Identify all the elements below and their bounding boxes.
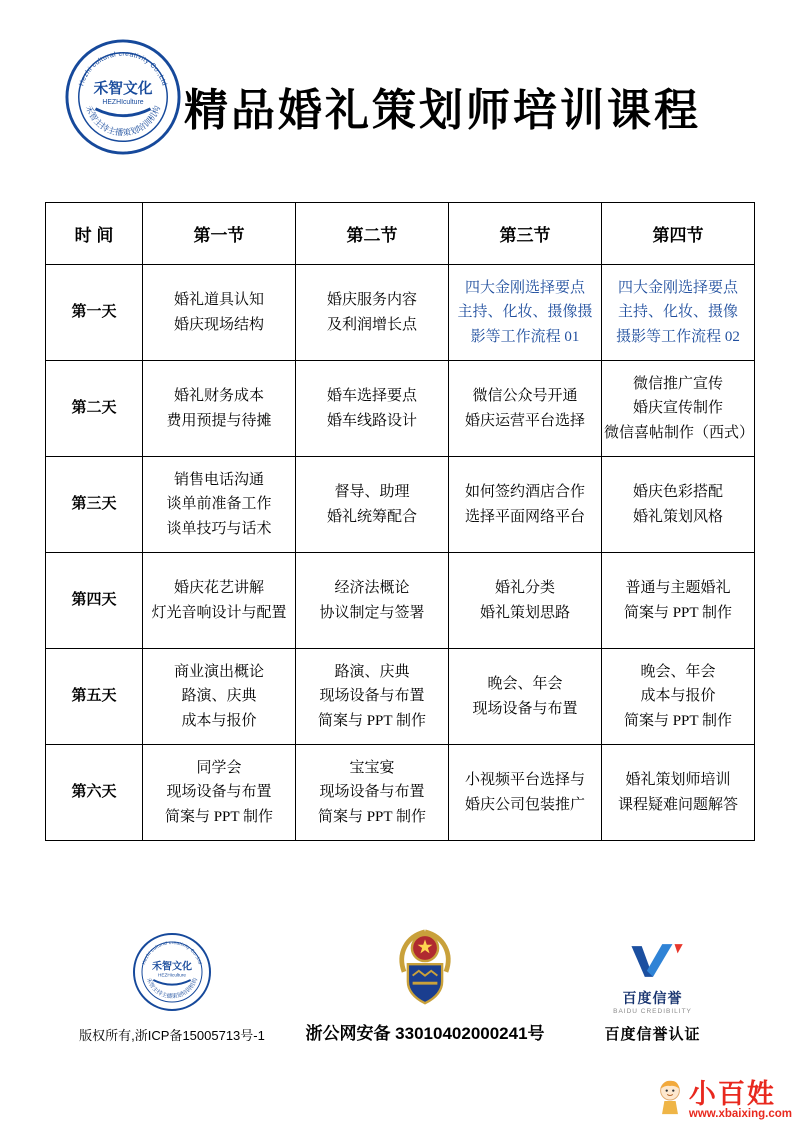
course-line: 晚会、年会: [487, 676, 563, 693]
logo-name-cn: 禾智文化: [152, 961, 192, 973]
company-logo-footer: [132, 932, 212, 1012]
course-line: 选择平面网络平台: [464, 508, 585, 525]
course-line: 协议制定与签署: [319, 604, 425, 621]
watermark-url: www.xbaixing.com: [688, 1108, 792, 1121]
col-header-session-4: 第四节: [602, 203, 755, 265]
baidu-credibility-icon: [620, 940, 686, 981]
course-cell: [143, 361, 296, 457]
course-line: 主持、化妆、摄像: [617, 304, 738, 321]
course-line: 同学会: [196, 760, 242, 777]
course-cell: [449, 457, 602, 553]
police-badge-icon: [394, 928, 456, 1008]
course-cell: [449, 361, 602, 457]
course-table-body: [46, 265, 755, 841]
xbaixing-mascot-icon: [655, 1078, 685, 1122]
course-line: 及利润增长点: [326, 316, 417, 333]
logo-arc-bottom-text: 禾智主持主播策划培训机构: [144, 977, 200, 1001]
course-line: 路演、庆典: [181, 688, 257, 705]
course-line: 成本与报价: [181, 712, 257, 729]
course-cell: [296, 457, 449, 553]
course-line: 现场设备与布置: [472, 700, 578, 717]
company-logo: [64, 38, 182, 161]
col-header-session-2: 第二节: [296, 203, 449, 265]
col-header-session-3: 第三节: [449, 203, 602, 265]
course-line: 简案与 PPT 制作: [164, 808, 274, 825]
table-row: [46, 265, 755, 361]
course-line: 婚礼道具认知: [173, 292, 264, 309]
col-header-time: 时 间: [46, 203, 143, 265]
course-cell: [143, 745, 296, 841]
watermark-text-block: [689, 1080, 792, 1120]
course-cell: [143, 265, 296, 361]
course-cell: [449, 649, 602, 745]
footer-baidu-block: [585, 940, 720, 1044]
course-line: 晚会、年会: [640, 664, 716, 681]
baidu-cert-text: 百度信誉认证: [604, 1026, 701, 1043]
logo-arc-top-text: Hezhi cultural creativity Co.,Ltd: [141, 939, 203, 966]
baidu-name-en: BAIDU CREDIBILITY: [613, 1008, 692, 1015]
course-cell: [602, 553, 755, 649]
course-line: 四大金刚选择要点: [617, 280, 738, 297]
xbaixing-watermark: [655, 1078, 792, 1122]
course-line: 谈单前准备工作: [166, 496, 272, 513]
course-line: 简案与 PPT 制作: [623, 712, 733, 729]
course-line: 课程疑难问题解答: [617, 796, 738, 813]
watermark-name: 小百姓: [688, 1078, 776, 1109]
course-line: 摄影等工作流程 02: [616, 328, 740, 345]
logo-arc-top-text: Hezhi cultural creativity Co.,Ltd: [78, 50, 168, 87]
course-line: 婚庆色彩搭配: [632, 484, 723, 501]
company-logo-graphic: [64, 38, 182, 156]
course-line: 婚礼分类: [494, 580, 555, 597]
course-line: 普通与主题婚礼: [625, 580, 731, 597]
course-cell: [602, 649, 755, 745]
table-header-row: [46, 203, 755, 265]
course-line: 商业演出概论: [173, 664, 264, 681]
page-title: 精品婚礼策划师培训课程: [184, 86, 701, 135]
table-row: [46, 745, 755, 841]
course-line: 谈单技巧与话术: [166, 520, 272, 537]
course-cell: [449, 265, 602, 361]
course-line: 影等工作流程 01: [470, 328, 580, 345]
table-row: [46, 553, 755, 649]
day-label: 第四天: [46, 553, 143, 649]
course-line: 现场设备与布置: [319, 688, 425, 705]
course-cell: [602, 745, 755, 841]
table-row: [46, 457, 755, 553]
table-row: [46, 649, 755, 745]
course-cell: [602, 457, 755, 553]
logo-name-en: HEZHIculture: [102, 98, 144, 106]
course-line: 婚礼统筹配合: [326, 508, 417, 525]
course-line: 督导、助理: [334, 484, 410, 501]
logo-name-cn: 禾智文化: [93, 81, 153, 98]
course-line: 现场设备与布置: [319, 784, 425, 801]
course-line: 婚礼策划思路: [479, 604, 570, 621]
course-line: 路演、庆典: [334, 664, 410, 681]
course-line: 宝宝宴: [349, 760, 395, 777]
course-line: 微信喜帖制作（西式）: [604, 424, 755, 441]
course-line: 婚庆花艺讲解: [173, 580, 264, 597]
course-line: 婚庆宣传制作: [632, 400, 723, 417]
course-line: 四大金刚选择要点: [464, 280, 585, 297]
course-line: 婚车线路设计: [326, 412, 417, 429]
course-line: 微信推广宣传: [632, 376, 723, 393]
course-line: 婚庆公司包装推广: [464, 796, 585, 813]
footer-copyright-block: [72, 932, 272, 1044]
course-line: 小视频平台选择与: [464, 772, 585, 789]
course-line: 成本与报价: [640, 688, 716, 705]
course-cell: [296, 553, 449, 649]
col-header-session-1: 第一节: [143, 203, 296, 265]
course-line: 婚礼策划风格: [632, 508, 723, 525]
course-cell: [449, 745, 602, 841]
course-cell: [143, 457, 296, 553]
course-line: 简案与 PPT 制作: [623, 604, 733, 621]
course-line: 婚车选择要点: [326, 388, 417, 405]
course-line: 简案与 PPT 制作: [317, 712, 427, 729]
day-label: 第六天: [46, 745, 143, 841]
logo-name-en: HEZHIculture: [158, 972, 186, 978]
course-line: 销售电话沟通: [173, 472, 264, 489]
course-cell: [296, 649, 449, 745]
day-label: 第一天: [46, 265, 143, 361]
footer-police-block: [305, 928, 545, 1044]
course-line: 如何签约酒店合作: [464, 484, 585, 501]
course-cell: [449, 553, 602, 649]
icp-copyright-text: 版权所有,浙ICP备15005713号-1: [79, 1028, 265, 1043]
course-line: 经济法概论: [334, 580, 410, 597]
course-table: [45, 202, 755, 841]
course-line: 婚庆运营平台选择: [464, 412, 585, 429]
day-label: 第三天: [46, 457, 143, 553]
course-line: 婚礼策划师培训: [625, 772, 731, 789]
day-label: 第二天: [46, 361, 143, 457]
course-line: 简案与 PPT 制作: [317, 808, 427, 825]
course-line: 现场设备与布置: [166, 784, 272, 801]
course-cell: [143, 649, 296, 745]
police-record-text: 浙公网安备 33010402000241号: [305, 1024, 545, 1043]
course-cell: [602, 361, 755, 457]
course-line: 婚庆现场结构: [173, 316, 264, 333]
course-line: 婚礼财务成本: [173, 388, 264, 405]
logo-arc-bottom-text: 禾智主持主播策划培训机构: [83, 104, 163, 138]
course-cell: [602, 265, 755, 361]
course-cell: [296, 265, 449, 361]
course-cell: [296, 361, 449, 457]
baidu-name-cn: 百度信誉: [622, 990, 683, 1006]
course-line: 微信公众号开通: [472, 388, 578, 405]
table-row: [46, 361, 755, 457]
course-line: 灯光音响设计与配置: [151, 604, 287, 621]
course-line: 费用预提与待摊: [166, 412, 272, 429]
day-label: 第五天: [46, 649, 143, 745]
course-cell: [296, 745, 449, 841]
course-cell: [143, 553, 296, 649]
course-line: 主持、化妆、摄像摄: [457, 304, 593, 321]
course-line: 婚庆服务内容: [326, 292, 417, 309]
